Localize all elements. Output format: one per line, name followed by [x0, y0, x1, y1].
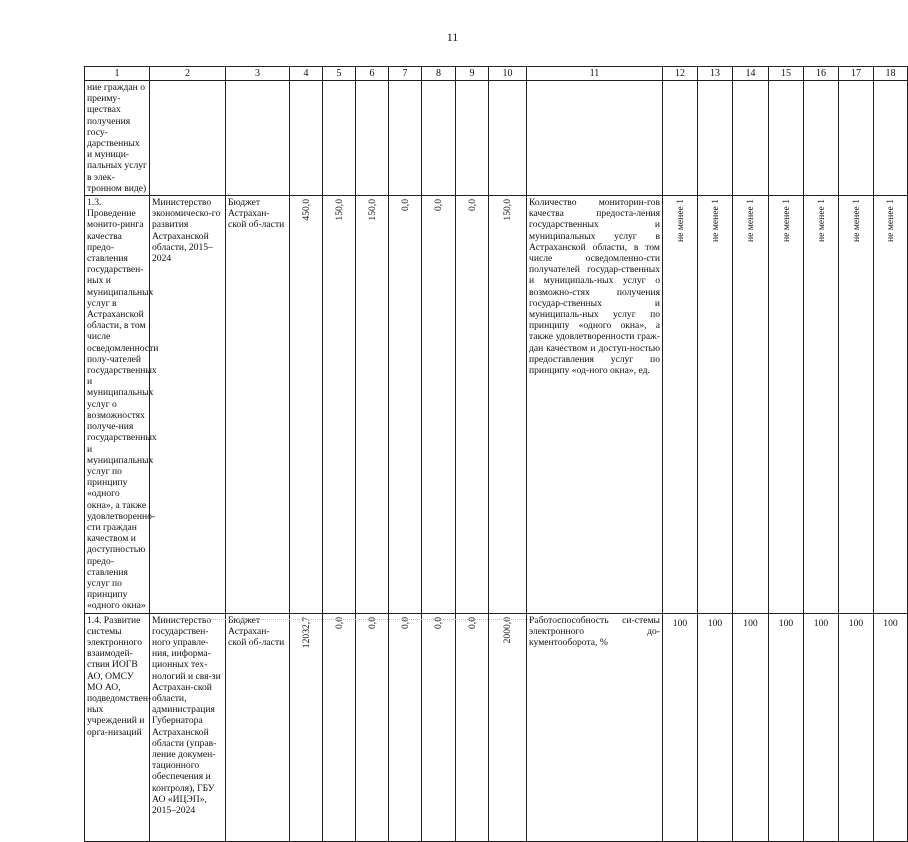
column-header: 1: [85, 67, 150, 81]
amount-value: 2000,0: [502, 616, 513, 643]
indicator-cell: [527, 81, 663, 196]
amount-value: 0,0: [433, 199, 444, 212]
amount-cell: [489, 613, 527, 841]
amount-cell: [323, 196, 356, 614]
target-cell: 100: [839, 613, 874, 841]
target-value: не менее 1: [745, 199, 756, 242]
amount-cell: [356, 81, 389, 196]
target-value: не менее 1: [885, 199, 896, 242]
executor-cell: Министерство государствен-ного управле-ния, информа-ционных тех-нологий и свя-зи Астрахан-ской области, администрация Губернатора Астраханской области (управ-ление докумен-тационного обеспечения и контроля), ГБУ АО «ИЦЭП», 2015–2024: [150, 613, 226, 841]
target-cell: [839, 81, 874, 196]
column-header: 10: [489, 67, 527, 81]
column-header: 18: [874, 67, 908, 81]
funding-source-cell: Бюджет Астрахан-ской об-ласти: [226, 613, 290, 841]
executor-cell: [150, 81, 226, 196]
amount-value: 150,0: [366, 199, 378, 221]
target-value: не менее 1: [850, 199, 862, 242]
scan-artifact: [200, 619, 560, 621]
column-header: 4: [290, 67, 323, 81]
target-value: не менее 1: [815, 199, 827, 242]
amount-cell: [290, 613, 323, 841]
target-cell: [663, 196, 698, 614]
amount-cell: [389, 81, 422, 196]
target-cell: [733, 196, 769, 614]
column-header: 16: [804, 67, 839, 81]
target-cell: 100: [804, 613, 839, 841]
amount-cell: [290, 81, 323, 196]
table-row: [85, 196, 908, 614]
target-cell: [874, 81, 908, 196]
column-header: 9: [456, 67, 489, 81]
amount-value: 0,0: [333, 616, 345, 629]
amount-value: 12032,7: [300, 616, 312, 648]
amount-value: 450,0: [300, 199, 312, 221]
indicator-cell: Количество мониторин-гов качества предоста-ления государственных и муниципальных услуг в Астраханской области, в том числе осведомленно-сти получателей государ-ственных и муниципаль-ных услуг о возможно-стях получения государ-ственных и муниципаль-ных услуг по принципу «одного окна», а также удовлетворенности граж-дан качеством и доступ-ностью предоставления услуг по принципу «од-ного окна», ед.: [527, 196, 663, 614]
target-cell: 100: [874, 613, 908, 841]
target-cell: [769, 81, 804, 196]
column-header: 8: [422, 67, 456, 81]
activity-cell: ние граждан о преиму-ществах получения госу-дарственных и муници-пальных услуг в элек-тронном виде): [85, 81, 150, 196]
column-header: 17: [839, 67, 874, 81]
column-header: 13: [698, 67, 733, 81]
amount-value: 0,0: [466, 616, 478, 629]
target-cell: [698, 196, 733, 614]
amount-cell: [489, 196, 527, 614]
amount-cell: [323, 81, 356, 196]
target-value: не менее 1: [780, 199, 792, 242]
executor-cell: Министерство экономическо-го развития Астраханской области, 2015–2024: [150, 196, 226, 614]
amount-cell: [422, 613, 456, 841]
amount-value: 0,0: [366, 616, 378, 629]
amount-cell: [456, 613, 489, 841]
activity-cell: 1.3. Проведение монито-ринга качества предо-ставления государствен-ных и муниципальных услуг в Астраханской области, в том числе осведомленности полу-чателей государственных и муниципальных услуг о возможностях получе-ния государственных и муниципальных услуг по принципу «одного окна», а также удовлетворенно-сти граждан качеством и доступностью предо-ставления услуг по принципу «одного окна»: [85, 196, 150, 614]
funding-source-cell: Бюджет Астрахан-ской об-ласти: [226, 196, 290, 614]
amount-cell: [389, 613, 422, 841]
column-header: 6: [356, 67, 389, 81]
column-header: 3: [226, 67, 290, 81]
amount-cell: [356, 196, 389, 614]
column-header: 5: [323, 67, 356, 81]
amount-value: 0,0: [466, 199, 478, 212]
target-cell: 100: [663, 613, 698, 841]
amount-value: 150,0: [502, 199, 513, 221]
target-cell: [839, 196, 874, 614]
target-cell: 100: [698, 613, 733, 841]
target-cell: [733, 81, 769, 196]
amount-cell: [323, 613, 356, 841]
column-header: 2: [150, 67, 226, 81]
column-header-row: [85, 67, 908, 81]
target-cell: [698, 81, 733, 196]
indicator-cell: Работоспособность си-стемы электронного до-кументооборота, %: [527, 613, 663, 841]
amount-value: 0,0: [399, 616, 411, 629]
program-table: [84, 66, 908, 842]
amount-cell: [489, 81, 527, 196]
amount-cell: [422, 196, 456, 614]
activity-cell: 1.4. Развитие системы электронного взаимодей-ствия ИОГВ АО, ОМСУ МО АО, подведомствен-ных учреждений и орга-низаций: [85, 613, 150, 841]
amount-cell: [422, 81, 456, 196]
amount-cell: [389, 196, 422, 614]
amount-cell: [456, 81, 489, 196]
column-header: 14: [733, 67, 769, 81]
target-value: не менее 1: [674, 199, 686, 242]
table-row: [85, 613, 908, 841]
amount-cell: [356, 613, 389, 841]
column-header: 11: [527, 67, 663, 81]
amount-value: 0,0: [433, 616, 444, 629]
amount-value: 0,0: [399, 199, 411, 212]
column-header: 12: [663, 67, 698, 81]
target-cell: [804, 81, 839, 196]
target-cell: [804, 196, 839, 614]
funding-source-cell: [226, 81, 290, 196]
amount-cell: [456, 196, 489, 614]
column-header: 7: [389, 67, 422, 81]
target-cell: 100: [733, 613, 769, 841]
target-value: не менее 1: [709, 199, 721, 242]
target-cell: [663, 81, 698, 196]
amount-cell: [290, 196, 323, 614]
page-number: 11: [446, 30, 459, 44]
target-cell: [874, 196, 908, 614]
target-cell: 100: [769, 613, 804, 841]
table-row: [85, 81, 908, 196]
amount-value: 150,0: [333, 199, 345, 221]
column-header: 15: [769, 67, 804, 81]
target-cell: [769, 196, 804, 614]
